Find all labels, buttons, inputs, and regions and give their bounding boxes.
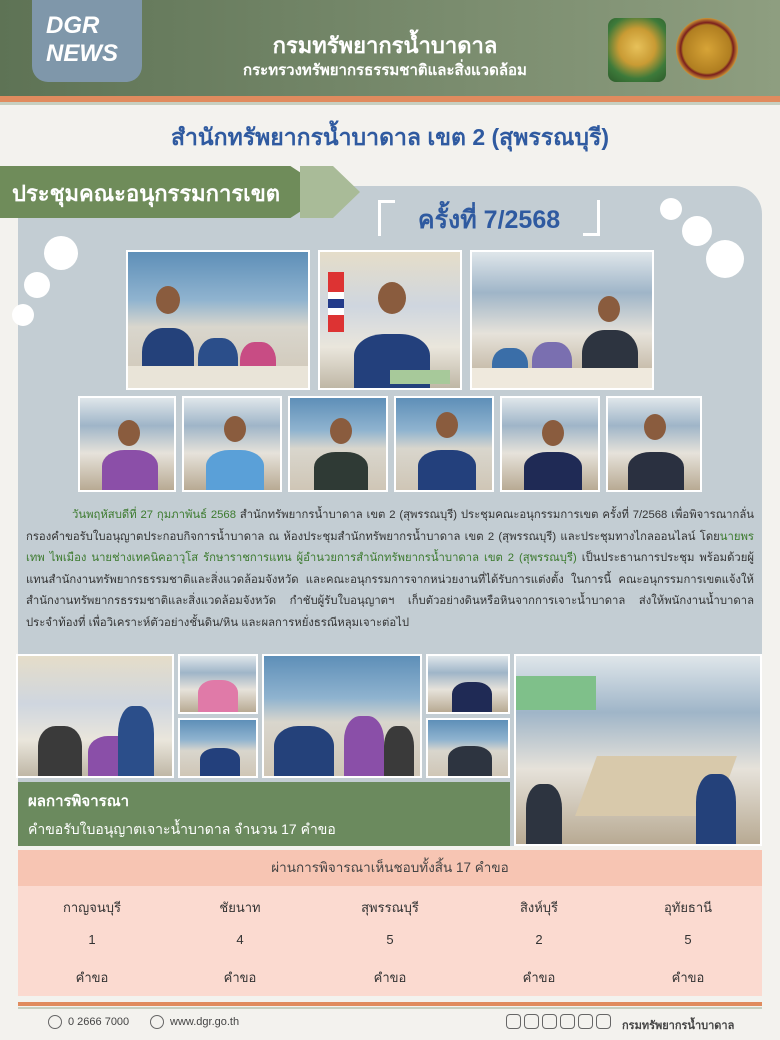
approval-table-header: ผ่านการพิจารณาเห็นชอบทั้งสิ้น 17 คำขอ [18,850,762,886]
footer-accent-line [18,1002,762,1006]
province-unit: คำขอ [373,970,407,985]
participant-photo [288,396,388,492]
meeting-room-photo [514,654,762,846]
province-name: อุทัยธานี [663,900,713,915]
meeting-photo [16,654,174,778]
province-unit: คำขอ [223,970,257,985]
province-unit: คำขอ [75,970,109,985]
tiktok-icon[interactable] [596,1014,611,1029]
result-text: คำขอรับใบอนุญาตเจาะน้ำบาดาล จำนวน 17 คำขอ [28,821,336,837]
meeting-photo [426,654,510,714]
decor-bubble [660,198,682,220]
result-title: ผลการพิจารณา [28,793,130,810]
phone-icon [48,1015,62,1029]
footer-org: กรมทรัพยากรน้ำบาดาล [622,1020,735,1032]
participant-photo [394,396,494,492]
header-divider [0,102,780,105]
province-count: 5 [386,932,394,947]
line-icon[interactable] [560,1014,575,1029]
meeting-photo [126,250,310,390]
decor-bubble [44,236,78,270]
ribbon-title: ประชุมคณะอนุกรรมการเขต [12,181,281,206]
participant-photo [606,396,702,492]
globe-icon [150,1015,164,1029]
ministry-seal-icon [676,18,738,80]
province-count: 5 [684,932,692,947]
participant-photo [78,396,176,492]
decor-bubble [682,216,712,246]
decor-bubble [24,272,50,298]
instagram-icon[interactable] [524,1014,539,1029]
ministry-subtitle: กระทรวงทรัพยากรธรรมชาติและสิ่งแวดล้อม [243,62,527,79]
province-name: สุพรรณบุรี [361,900,419,915]
article-paragraph-2: เป็นประธานการประชุม พร้อมด้วยผู้แทนสำนักงานทรัพยากรธรรมชาติและสิ่งแวดล้อมจังหวัด และคณะอนุกรรมการจากหน่วยงานที่ได้รับการแต่งตั้ง ในการนี้ คณะอนุกรรมการเขตแจ้งให้สำนักงานทรัพยากรธรรมชาติและสิ่งแวดล้อมจังหวัด กำชับผู้รับใบอนุญาตฯ เก็บตัวอย่างดินหรือหินจากการเจาะน้ำบาดาล ส่งให้พนักงานน้ำบาดาลประจำท้องที่ เพื่อวิเคราะห์ตัวอย่างชั้นดิน/หิน และผลการหยั่งธรณีหลุมเจาะต่อไป [26,552,755,629]
meeting-photo [426,718,510,778]
chair-photo [318,250,462,390]
decor-bubble [706,240,744,278]
meeting-photo [470,250,654,390]
participant-photo [182,396,282,492]
province-count: 2 [535,932,543,947]
meeting-photo [262,654,422,778]
article-body [26,505,754,634]
article-date: วันพฤหัสบดีที่ 27 กุมภาพันธ์ 2568 [72,509,236,521]
province-count: 1 [88,932,96,947]
meeting-photo [178,718,258,778]
youtube-icon[interactable] [542,1014,557,1029]
footer-phone: 0 2666 7000 [68,1016,130,1028]
footer-website[interactable]: www.dgr.go.th [170,1016,240,1028]
province-count: 4 [236,932,244,947]
footer-divider [18,1007,762,1009]
province-unit: คำขอ [522,970,556,985]
participant-photo [500,396,600,492]
province-name: ชัยนาท [219,900,261,915]
facebook-icon[interactable] [506,1014,521,1029]
badge-line-1: DGR [46,12,100,39]
province-unit: คำขอ [671,970,705,985]
badge-line-2: NEWS [46,40,118,67]
article-chair: นายพรเทพ ไพเมือง นายช่างเทคนิคอาวุโส รักษาราชการแทน ผู้อำนวยการสำนักทรัพยากรน้ำบาดาล เขต 2 (สุพรรณบุรี) [26,530,754,564]
dgr-logo-icon [608,18,666,82]
decor-bubble [12,304,34,326]
meeting-number: ครั้งที่ 7/2568 [378,200,600,236]
x-icon[interactable] [578,1014,593,1029]
province-name: กาญจนบุรี [63,900,121,915]
office-title: สำนักทรัพยากรน้ำบาดาล เขต 2 (สุพรรณบุรี) [170,124,610,150]
meeting-photo [178,654,258,714]
province-name: สิงห์บุรี [519,900,559,915]
department-title: กรมทรัพยากรน้ำบาดาล [272,33,498,58]
article-paragraph-1: สำนักทรัพยากรน้ำบาดาล เขต 2 (สุพรรณบุรี) ประชุมคณะอนุกรรมการเขต ครั้งที่ 7/2568 เพื่อพิจารณากลั่นกรองคำขอรับใบอนุญาตประกอบกิจการน้ำบาดาล ณ ห้องประชุมสำนักทรัพยากรน้ำบาดาล เขต 2 (สุพรรณบุรี) และประชุมทางไกลออนไลน์ โดย [26,509,754,543]
dgr-news-badge [32,0,142,82]
